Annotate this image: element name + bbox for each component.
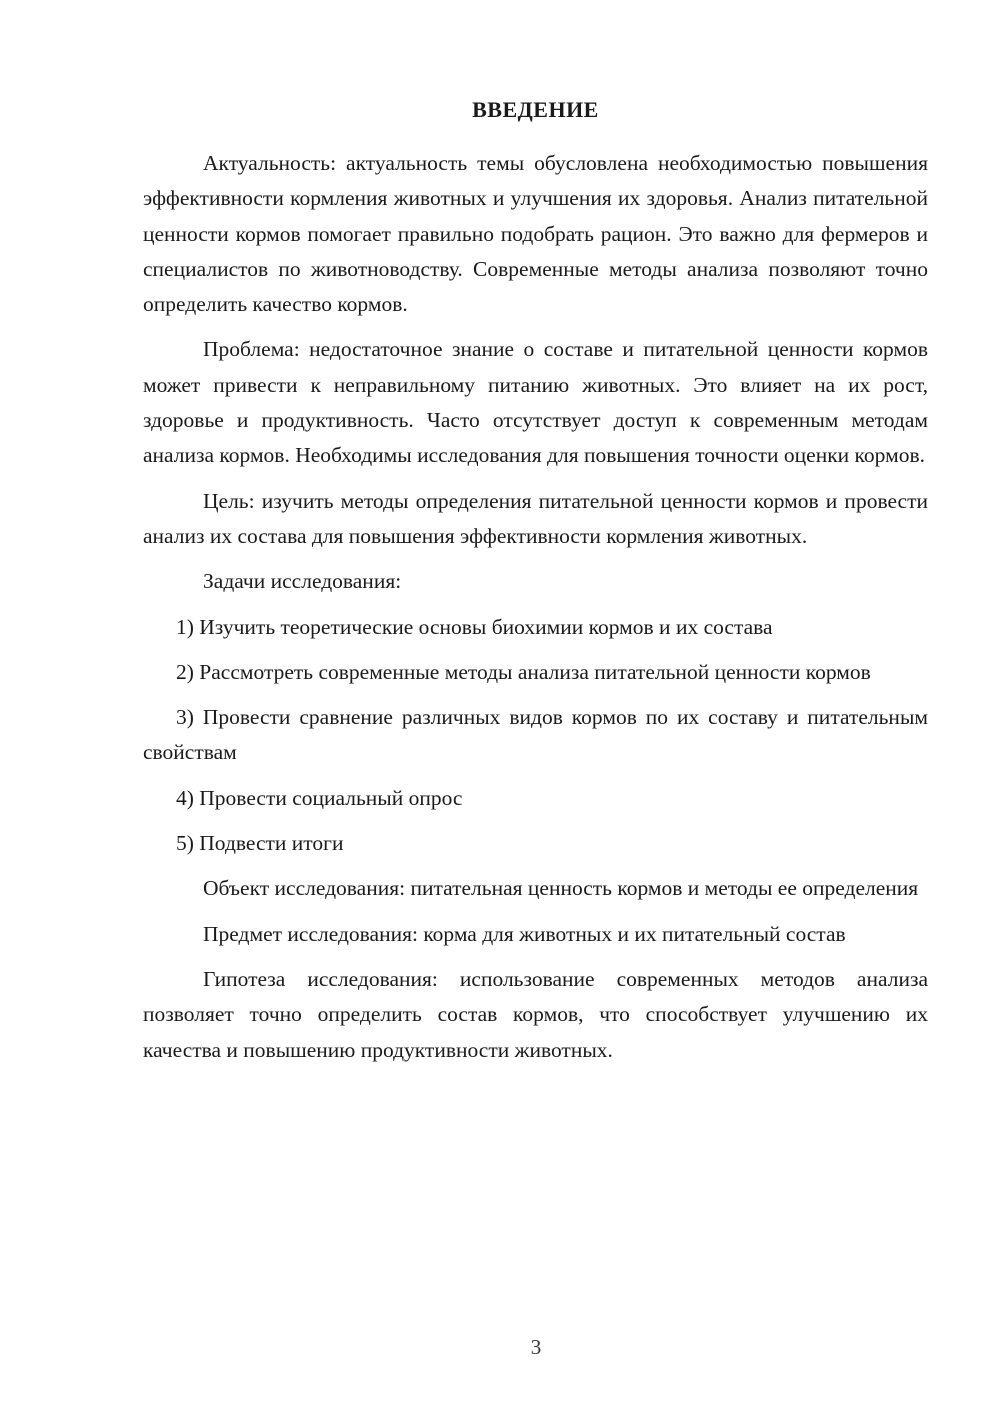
page-number: 3	[530, 1335, 542, 1359]
paragraph-problem: Проблема: недостаточное знание о составе и питательной ценности кормов может привести к неправильному питанию животных. Это влияет на их рост, здоровье и продуктивность. Часто отсутствует доступ к современным методам анализа кормов. Необходимы исследования для повышения точности оценки кормов.	[143, 337, 928, 468]
paragraph-subject: Предмет исследования: корма для животных и их питательный состав	[203, 921, 846, 946]
paragraph-object: Объект исследования: питательная ценность кормов и методы ее определения	[203, 876, 919, 901]
task-item-1: 1) Изучить теоретические основы биохимии кормов и их состава	[176, 614, 773, 639]
paragraph-relevance: Актуальность: актуальность темы обусловлена необходимостью повышения эффективности кормления животных и улучшения их здоровья. Анализ питательной ценности кормов помогает правильно подобрать рацион. Это важно для фермеров и специалистов по животноводству. Современные методы анализа позволяют точно определить качество кормов.	[143, 151, 928, 317]
task-item-4: 4) Провести социальный опрос	[176, 785, 463, 810]
paragraph-hypothesis: Гипотеза исследования: использование современных методов анализа позволяет точно определить состав кормов, что способствует улучшению их качества и повышению продуктивности животных.	[143, 966, 928, 1062]
task-item-2: 2) Рассмотреть современные методы анализа питательной ценности кормов	[176, 659, 871, 684]
task-item-5: 5) Подвести итоги	[176, 831, 344, 856]
page-content	[143, 92, 928, 1068]
paragraph-tasks-heading: Задачи исследования:	[203, 569, 402, 594]
task-item-3: 3) Провести сравнение различных видов кормов по их составу и питательным свойствам	[143, 705, 928, 765]
page-title: ВВЕДЕНИЕ	[472, 97, 599, 122]
paragraph-goal: Цель: изучить методы определения питательной ценности кормов и провести анализ их состава для повышения эффективности кормления животных.	[143, 488, 928, 548]
